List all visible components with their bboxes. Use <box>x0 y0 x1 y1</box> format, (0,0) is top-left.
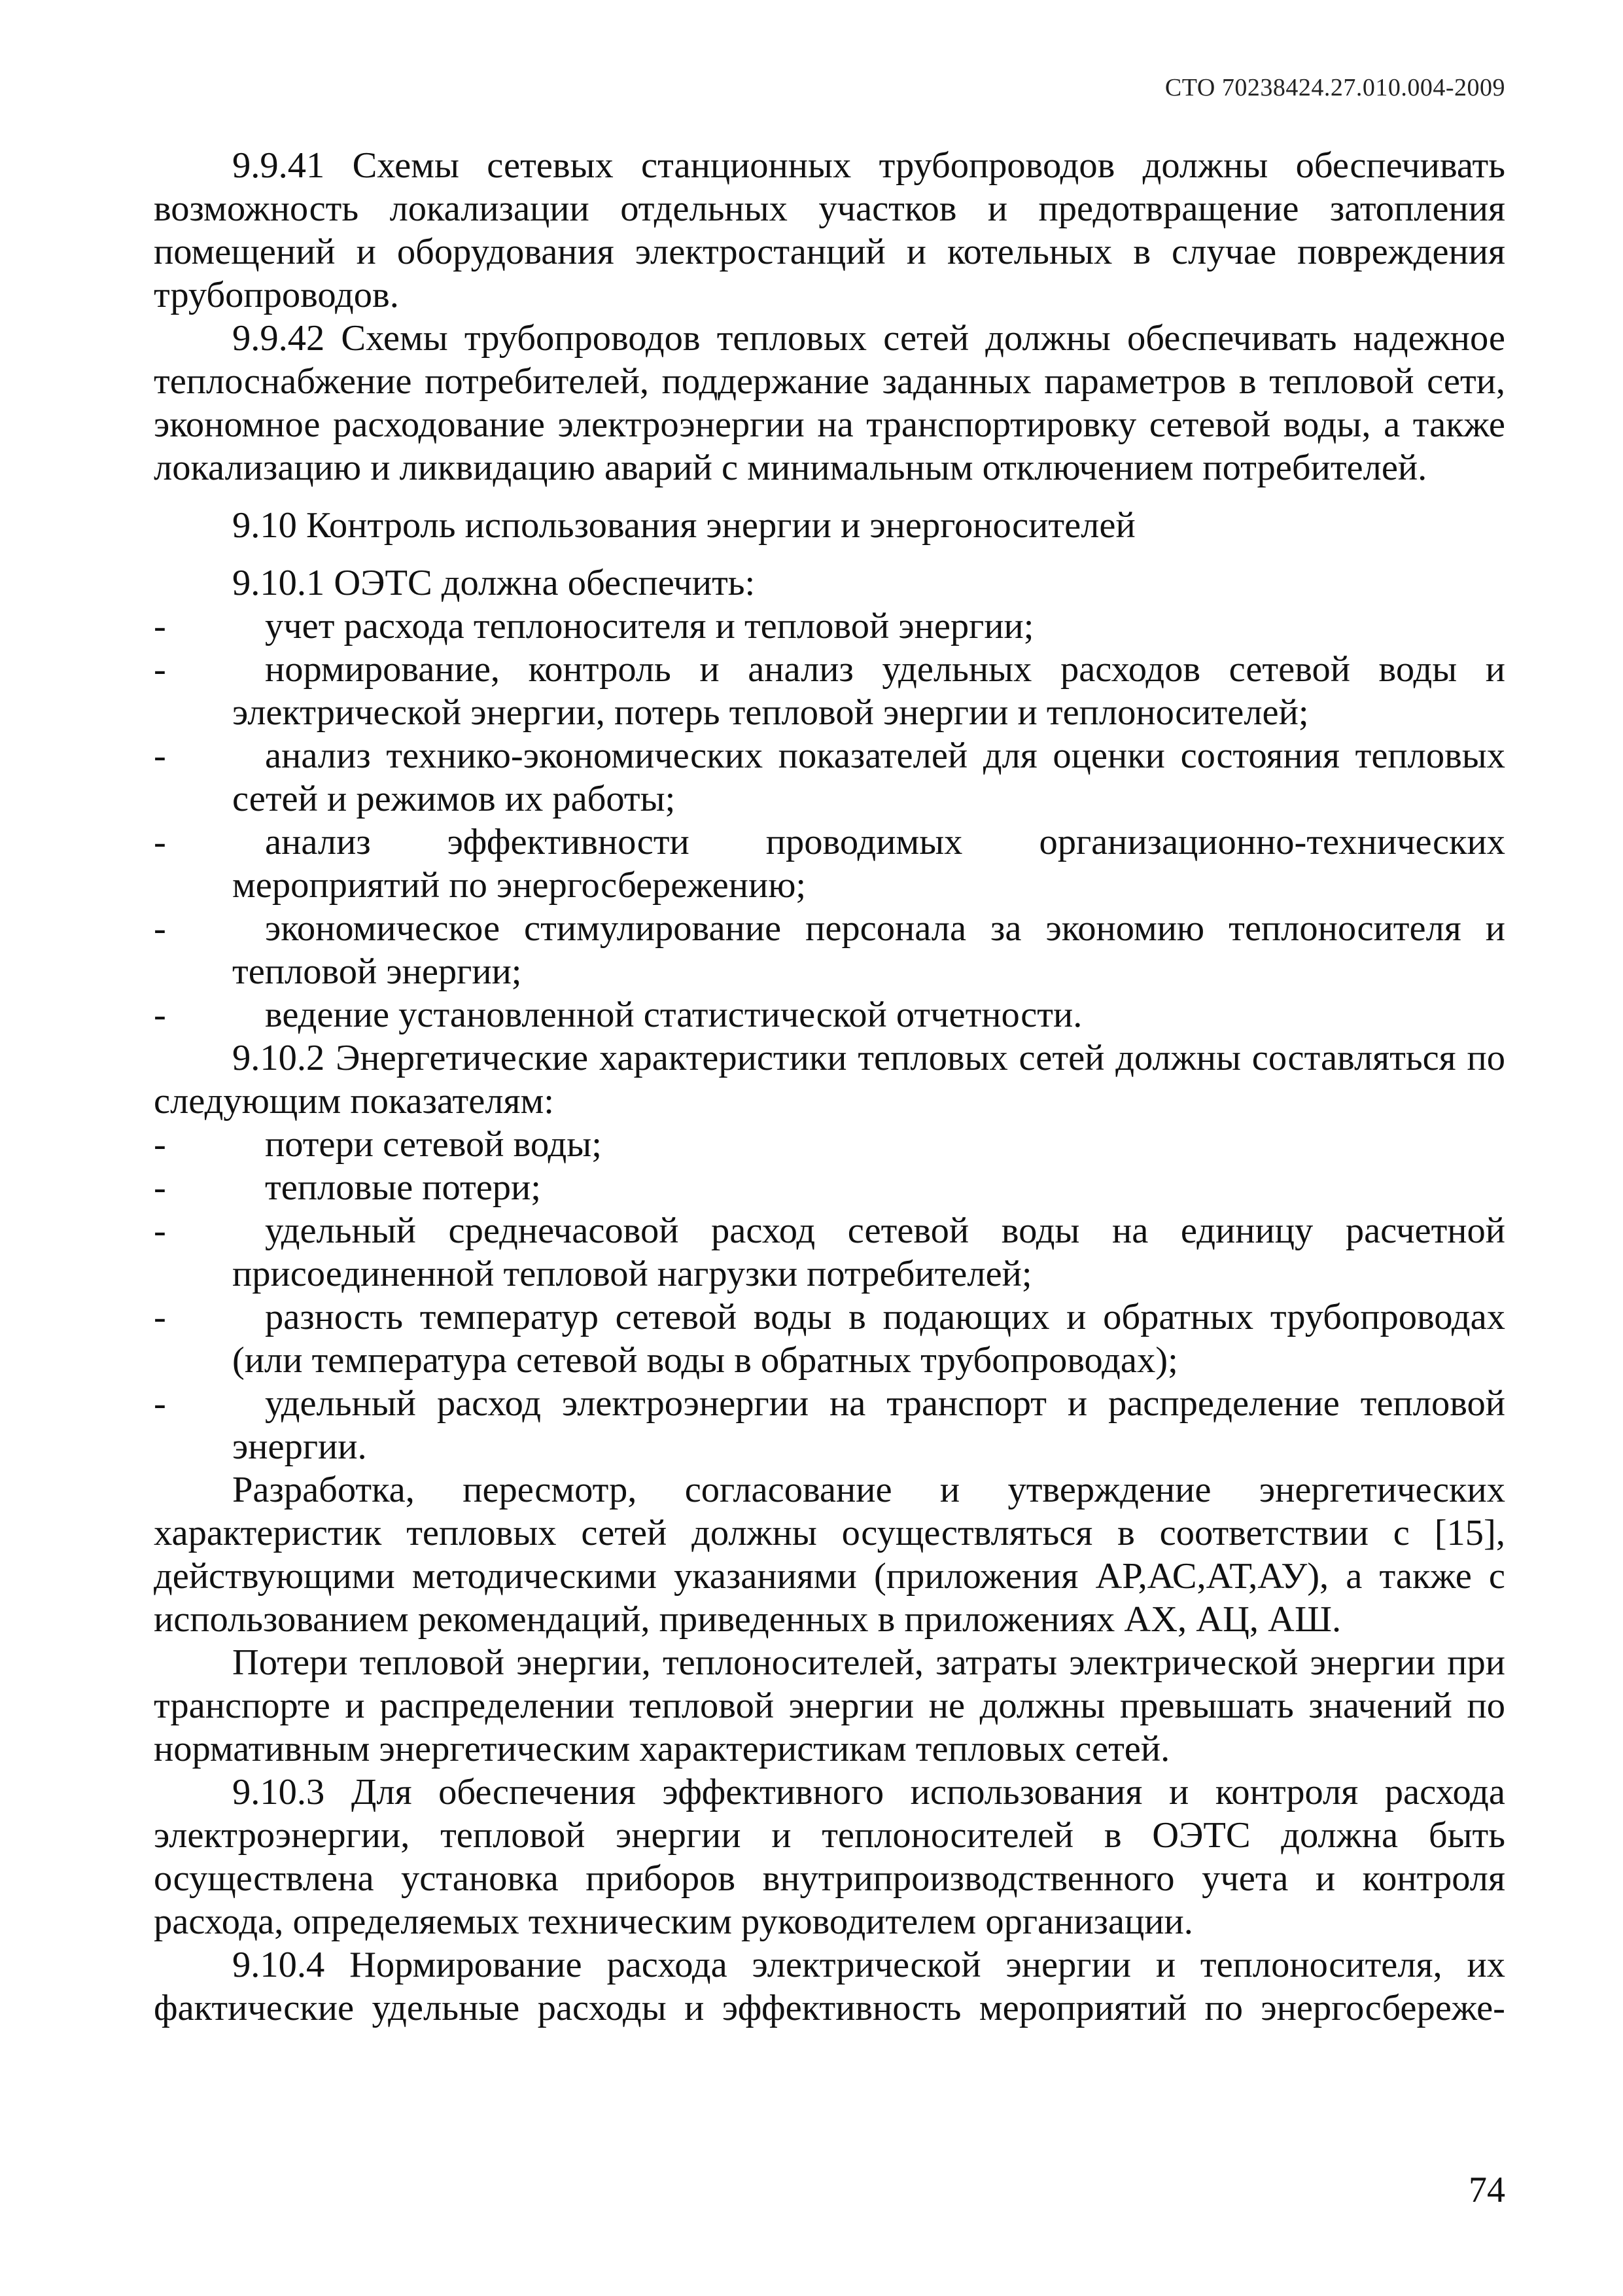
page-number: 74 <box>1469 2170 1505 2210</box>
paragraph-9-9-42: 9.9.42 Схемы трубопроводов тепловых сетей должны обеспечивать надежное теплоснабжение потребителей, поддержание заданных параметров в тепловой сети, экономное расходование электроэнергии на транспортировку сетевой воды, а также локализацию и ликвидацию аварий с минимальным отключением потребителей. <box>154 318 1505 488</box>
paragraph-9-10-4: 9.10.4 Нормирование расхода электрической энергии и теплоносителя, их фактические удельные расходы и эффективность мероприятий по энергосбереже- <box>154 1945 1505 2028</box>
list-item: - удельный расход электроэнергии на транспорт и распределение тепловой энергии. <box>154 1383 1505 1467</box>
paragraph-9-9-41: 9.9.41 Схемы сетевых станционных трубопроводов должны обеспечивать возможность локализации отдельных участков и предотвращение затопления помещений и оборудования электростанций и котельных в случае повреждения трубопроводов. <box>154 145 1505 315</box>
document-code-header: СТО 70238424.27.010.004-2009 <box>1164 74 1505 101</box>
list-item: - экономическое стимулирование персонала за экономию теплоносителя и тепловой энергии; <box>154 908 1505 992</box>
list-item: - разность температур сетевой воды в подающих и обратных трубопроводах (или температура сетевой воды в обратных трубопроводах); <box>154 1297 1505 1381</box>
list-item: - нормирование, контроль и анализ удельных расходов сетевой воды и электрической энергии, потерь тепловой энергии и теплоносителей; <box>154 649 1505 733</box>
list-item: - тепловые потери; <box>154 1167 541 1208</box>
list-item: - удельный среднечасовой расход сетевой воды на единицу расчетной присоединенной тепловой нагрузки потребителей; <box>154 1210 1505 1294</box>
list-item: - потери сетевой воды; <box>154 1124 602 1165</box>
paragraph-losses: Потери тепловой энергии, теплоносителей, затраты электрической энергии при транспорте и распределении тепловой энергии не должны превышать значений по нормативным энергетическим характеристикам тепловых сетей. <box>154 1642 1505 1769</box>
paragraph-9-10-2: 9.10.2 Энергетические характеристики тепловых сетей должны составляться по следующим показателям: <box>154 1038 1505 1122</box>
list-item: - ведение установленной статистической отчетности. <box>154 995 1083 1035</box>
paragraph-9-10-1: 9.10.1 ОЭТС должна обеспечить: <box>232 563 756 603</box>
list-item: - анализ технико-экономических показателей для оценки состояния тепловых сетей и режимов их работы; <box>154 735 1505 819</box>
paragraph-9-10-3: 9.10.3 Для обеспечения эффективного использования и контроля расхода электроэнергии, тепловой энергии и теплоносителей в ОЭТС должна быть осуществлена установка приборов внутрипроизводственного учета и контроля расхода, определяемых техническим руководителем организации. <box>154 1772 1505 1942</box>
document-body <box>154 144 1505 2030</box>
section-heading-9-10: 9.10 Контроль использования энергии и энергоносителей <box>232 505 1136 546</box>
list-item: - учет расхода теплоносителя и тепловой энергии; <box>154 606 1034 646</box>
list-item: - анализ эффективности проводимых организационно-технических мероприятий по энергосбережению; <box>154 822 1505 906</box>
paragraph-development: Разработка, пересмотр, согласование и утверждение энергетических характеристик тепловых сетей должны осуществляться в соответствии с [15], действующими методическими указаниями (приложения АР,АС,АТ,АУ), а также с использованием рекомендаций, приведенных в приложениях АХ, АЦ, АШ. <box>154 1470 1505 1640</box>
